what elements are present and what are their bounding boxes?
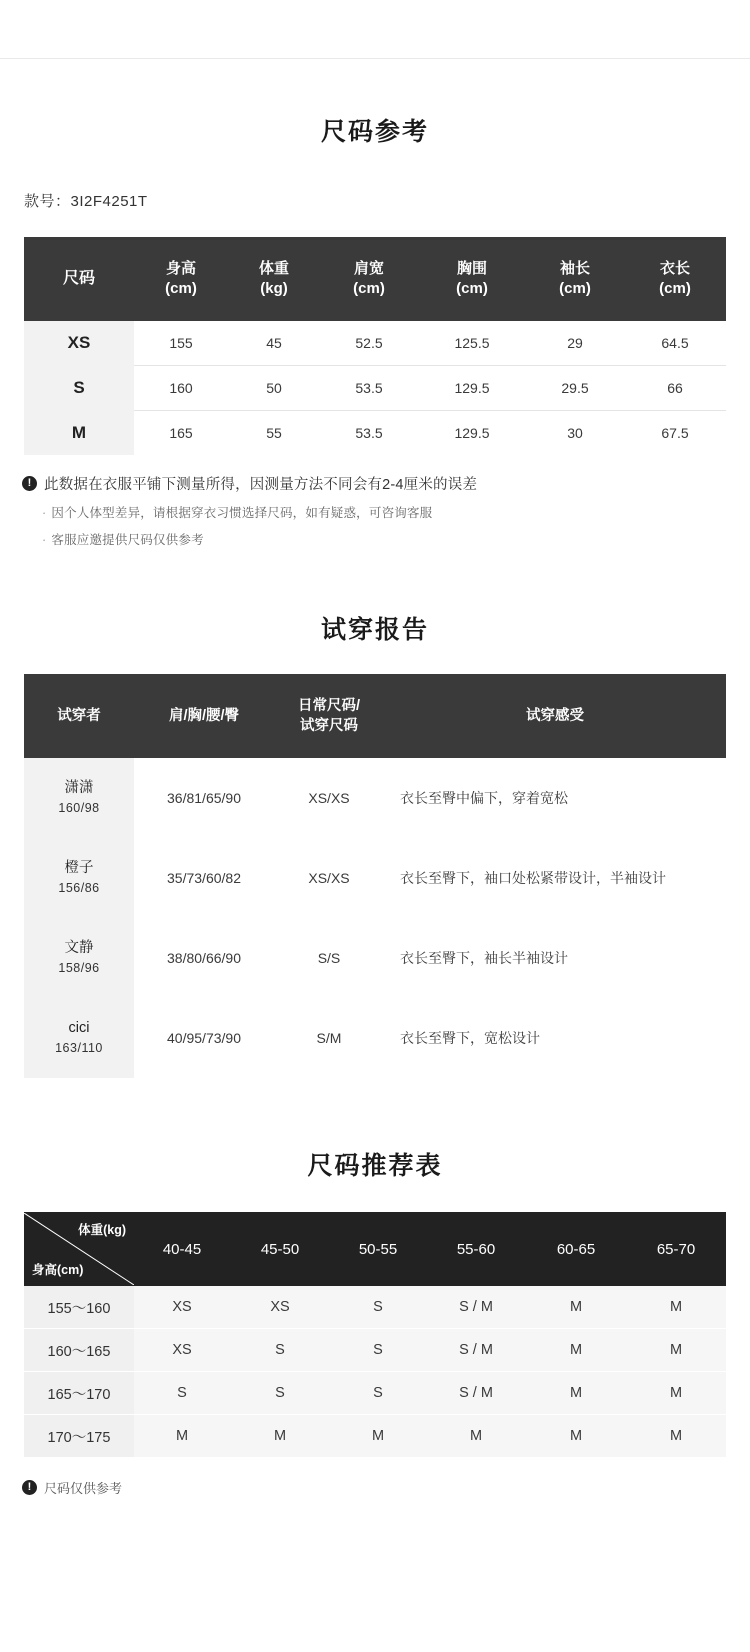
size-cell: S [24, 366, 134, 411]
recommended-size-cell: M [626, 1372, 726, 1415]
col-header-size: 尺码 [24, 237, 134, 321]
tester-body: 163/110 [55, 1041, 103, 1056]
size-reference-section [0, 0, 750, 548]
size-reference-title: 尺码参考 [320, 118, 429, 146]
height-range-cell: 160～165 [24, 1329, 134, 1372]
height-range-cell: 165～170 [24, 1372, 134, 1415]
axis-label-weight: 体重(kg) [78, 1223, 126, 1237]
recommended-size-cell: S [230, 1329, 330, 1372]
table-row [24, 1286, 726, 1329]
size-cell: XS [24, 321, 134, 366]
recommended-size-cell: M [330, 1415, 426, 1458]
value-cell: 29 [526, 321, 624, 366]
measurement-cell: 36/81/65/90 [134, 758, 274, 838]
value-cell: 129.5 [418, 366, 526, 411]
table-row [24, 321, 726, 366]
value-cell: 45 [228, 321, 320, 366]
recommended-size-cell: S / M [426, 1286, 526, 1329]
col-header-sleeve: 袖长 (cm) [526, 237, 624, 321]
exclamation-icon: ! [22, 476, 37, 491]
table-row [24, 918, 726, 998]
height-range-cell: 155～160 [24, 1286, 134, 1329]
recommended-size-cell: S [330, 1286, 426, 1329]
recommended-size-cell: M [134, 1415, 230, 1458]
col-header-feeling: 试穿感受 [384, 674, 726, 758]
col-header-tester: 试穿者 [24, 674, 134, 758]
value-cell: 165 [134, 411, 228, 456]
size-notes [22, 473, 750, 548]
value-cell: 125.5 [418, 321, 526, 366]
note-body-difference-text: 因个人体型差异，请根据穿衣习惯选择尺码，如有疑惑，可咨询客服 [51, 506, 433, 520]
tester-name: 潇潇 [64, 780, 94, 797]
recommendation-note [22, 1478, 750, 1497]
col-header-weight-range: 40-45 [134, 1212, 230, 1286]
recommended-size-cell: S / M [426, 1372, 526, 1415]
size-cell: S/S [274, 918, 384, 998]
bottom-spacer [0, 1497, 750, 1587]
recommended-size-cell: M [426, 1415, 526, 1458]
fit-report-title: 试穿报告 [320, 616, 429, 644]
tester-name: 橙子 [64, 860, 94, 877]
col-header-weight: 体重 (kg) [228, 237, 320, 321]
tester-cell [24, 838, 134, 918]
recommended-size-cell: M [526, 1286, 626, 1329]
value-cell: 160 [134, 366, 228, 411]
size-recommendation-section [0, 1078, 750, 1497]
col-header-weight-range: 50-55 [330, 1212, 426, 1286]
note-measurement-text: 此数据在衣服平铺下测量所得，因测量方法不同会有2-4厘米的误差 [44, 477, 478, 493]
col-header-measurements: 肩/胸/腰/臀 [134, 674, 274, 758]
col-header-sizes: 日常尺码/ 试穿尺码 [274, 674, 384, 758]
value-cell: 67.5 [624, 411, 726, 456]
table-row [24, 1329, 726, 1372]
feeling-cell: 衣长至臀中偏下，穿着宽松 [384, 758, 726, 838]
value-cell: 30 [526, 411, 624, 456]
value-cell: 155 [134, 321, 228, 366]
exclamation-icon: ! [22, 1480, 37, 1495]
size-cell: S/M [274, 998, 384, 1078]
value-cell: 52.5 [320, 321, 418, 366]
recommended-size-cell: M [526, 1329, 626, 1372]
axis-corner-cell [24, 1212, 134, 1286]
top-divider [0, 58, 750, 59]
fit-report-section [0, 548, 750, 1078]
recommended-size-cell: S [330, 1372, 426, 1415]
recommended-size-cell: M [526, 1415, 626, 1458]
table-row [24, 1415, 726, 1458]
col-header-weight-range: 45-50 [230, 1212, 330, 1286]
feeling-cell: 衣长至臀下，袖长半袖设计 [384, 918, 726, 998]
height-range-cell: 170～175 [24, 1415, 134, 1458]
col-header-weight-range: 55-60 [426, 1212, 526, 1286]
table-row [24, 838, 726, 918]
measurement-cell: 40/95/73/90 [134, 998, 274, 1078]
table-row [24, 998, 726, 1078]
value-cell: 29.5 [526, 366, 624, 411]
note-service-reference-text: 客服应邀提供尺码仅供参考 [51, 533, 204, 547]
recommended-size-cell: XS [134, 1329, 230, 1372]
size-cell: XS/XS [274, 838, 384, 918]
note-body-difference [42, 503, 750, 521]
table-row [24, 411, 726, 456]
feeling-cell: 衣长至臀下，宽松设计 [384, 998, 726, 1078]
recommended-size-cell: M [626, 1286, 726, 1329]
recommended-size-cell: XS [134, 1286, 230, 1329]
tester-body: 156/86 [58, 881, 100, 896]
tester-name: 文静 [64, 940, 94, 957]
recommended-size-cell: M [626, 1329, 726, 1372]
note-measurement [22, 473, 750, 494]
table-header-row [24, 237, 726, 321]
recommendation-note-text: 尺码仅供参考 [44, 1481, 123, 1496]
feeling-cell: 衣长至臀下，袖口处松紧带设计，半袖设计 [384, 838, 726, 918]
table-header-row [24, 1212, 726, 1286]
tester-body: 158/96 [58, 961, 100, 976]
recommended-size-cell: XS [230, 1286, 330, 1329]
tester-cell [24, 918, 134, 998]
value-cell: 55 [228, 411, 320, 456]
value-cell: 129.5 [418, 411, 526, 456]
recommended-size-cell: S [134, 1372, 230, 1415]
col-header-shoulder: 肩宽 (cm) [320, 237, 418, 321]
table-row [24, 366, 726, 411]
bullet-icon: · [42, 506, 47, 520]
axis-label-height: 身高(cm) [32, 1263, 84, 1277]
recommended-size-cell: M [526, 1372, 626, 1415]
col-header-bust: 胸围 (cm) [418, 237, 526, 321]
fit-report-table [24, 674, 726, 1078]
table-row [24, 758, 726, 838]
table-header-row [24, 674, 726, 758]
value-cell: 53.5 [320, 411, 418, 456]
value-cell: 53.5 [320, 366, 418, 411]
measurement-cell: 38/80/66/90 [134, 918, 274, 998]
value-cell: 50 [228, 366, 320, 411]
tester-body: 160/98 [58, 801, 100, 816]
size-recommendation-title: 尺码推荐表 [307, 1152, 443, 1180]
value-cell: 66 [624, 366, 726, 411]
measurement-cell: 35/73/60/82 [134, 838, 274, 918]
recommended-size-cell: S / M [426, 1329, 526, 1372]
tester-cell [24, 998, 134, 1078]
model-number-label: 款号：3I2F4251T [24, 193, 148, 210]
table-row [24, 1372, 726, 1415]
note-service-reference [42, 530, 750, 548]
col-header-height: 身高 (cm) [134, 237, 228, 321]
value-cell: 64.5 [624, 321, 726, 366]
size-recommendation-table [24, 1212, 726, 1458]
col-header-weight-range: 60-65 [526, 1212, 626, 1286]
size-cell: M [24, 411, 134, 456]
recommended-size-cell: S [230, 1372, 330, 1415]
size-cell: XS/XS [274, 758, 384, 838]
recommended-size-cell: M [230, 1415, 330, 1458]
tester-cell [24, 758, 134, 838]
recommended-size-cell: S [330, 1329, 426, 1372]
size-reference-table [24, 237, 726, 455]
tester-name: cici [68, 1020, 90, 1037]
col-header-length: 衣长 (cm) [624, 237, 726, 321]
recommended-size-cell: M [626, 1415, 726, 1458]
bullet-icon: · [42, 533, 47, 547]
col-header-weight-range: 65-70 [626, 1212, 726, 1286]
